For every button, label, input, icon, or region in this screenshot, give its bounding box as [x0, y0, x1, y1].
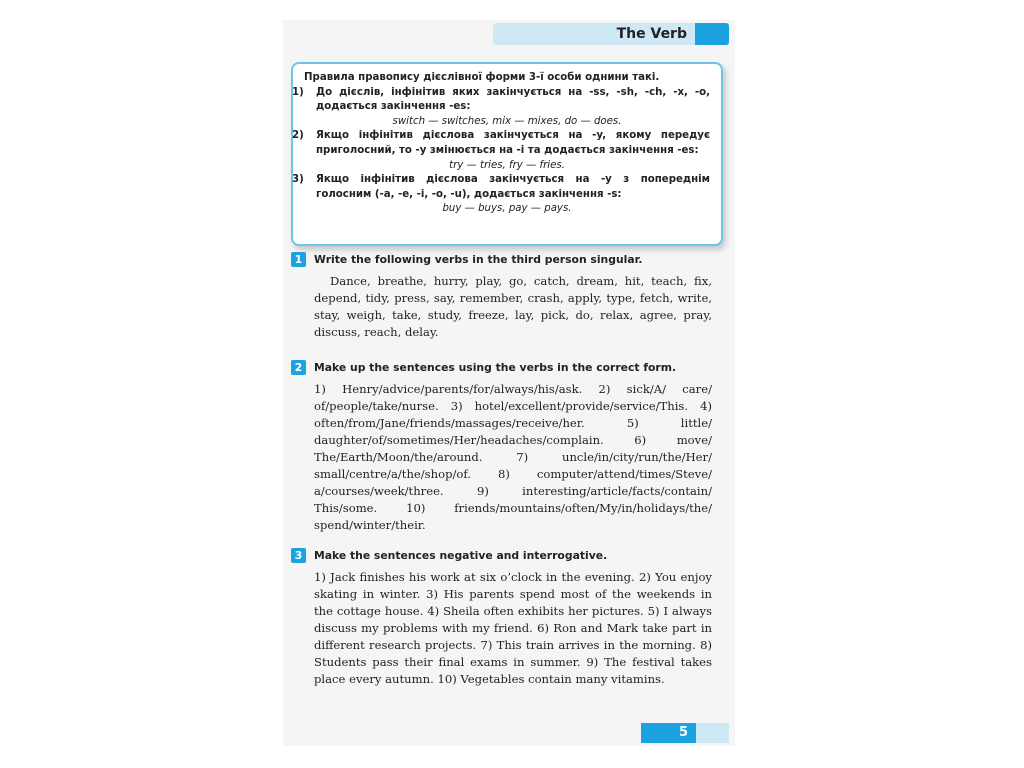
textbook-page [283, 20, 735, 746]
rule-example-2: try — tries, fry — fries. [449, 159, 565, 171]
rule-item-1: 1) До дієслів, інфінітив яких закінчується на -ss, -sh, -ch, -x, -o, додається закінчення -es: [292, 86, 710, 113]
rule-example-1: switch — switches, mix — mixes, do — does. [392, 115, 622, 127]
exercise-1 [291, 251, 721, 341]
exercise-2 [291, 359, 721, 534]
rule-item-2: 2) Якщо інфінітив дієслова закінчується на -y, якому передує приголосний, то -y змінюється на -i та додається закінчення -es: [292, 130, 710, 156]
header-bar [493, 23, 729, 45]
exercise-instruction: Make up the sentences using the verbs in the correct form. [314, 360, 677, 374]
rule-intro: Правила правопису дієслівної форми 3-ї особи однини такі. [304, 72, 660, 83]
exercise-text: 1) Henry/advice/parents/for/always/his/ask. 2) sick/A/ care/ of/people/take/nurse. 3) hotel/excellent/provide/service/This. 4) often/from/Jane/friends/massages/receive/her. 5) little/ daughter/of/sometimes/Her/headaches/complain. 6) move/ The/Earth/Moon/the/around. 7) uncle/in/city/run/the/Her/ small/centre/a/the/shop/of. 8) computer/attend/times/Steve/ a/courses/week/three. 9) interesting/article/facts/contain/ This/some. 10) friends/mountains/often/My/in/holidays/the/ spend/winter/their. [314, 382, 712, 532]
rule-example-3: buy — buys, pay — pays. [442, 203, 572, 215]
exercise-number-badge: 1 [291, 252, 306, 267]
grammar-rule-box [291, 62, 723, 246]
rule-item-3: 3) Якщо інфінітив дієслова закінчується на -y з попереднім голосним (-a, -e, -i, -o, -u), додається закінчення -s: [292, 174, 710, 200]
exercise-text: 1) Jack finishes his work at six o’clock in the evening. 2) You enjoy skating in winter. 3) His parents spend most of the weekends in the cottage house. 4) Sheila often exhibits her pictures. 5) I always discuss my problems with my friend. 6) Ron and Mark take part in different research projects. 7) This train arrives in the morning. 8) Students pass their final exams in summer. 9) The festival takes place every autumn. 10) Vegetables contain many vitamins. [314, 570, 712, 686]
exercise-text: Dance, breathe, hurry, play, go, catch, dream, hit, teach, fix, depend, tidy, press, say, remember, crash, apply, type, fetch, write, stay, weigh, take, study, freeze, lay, pick, do, relax, agree, pray, discuss, reach, delay. [314, 274, 712, 339]
footer-bar [641, 723, 729, 743]
exercise-3 [291, 547, 721, 688]
page-number: 5 [641, 723, 696, 743]
header-tab [695, 23, 729, 45]
exercise-instruction: Make the sentences negative and interrogative. [314, 548, 608, 562]
exercise-number-badge: 2 [291, 360, 306, 375]
exercise-number-badge: 3 [291, 548, 306, 563]
exercise-instruction: Write the following verbs in the third person singular. [314, 252, 643, 266]
page-title: The Verb [616, 26, 687, 42]
